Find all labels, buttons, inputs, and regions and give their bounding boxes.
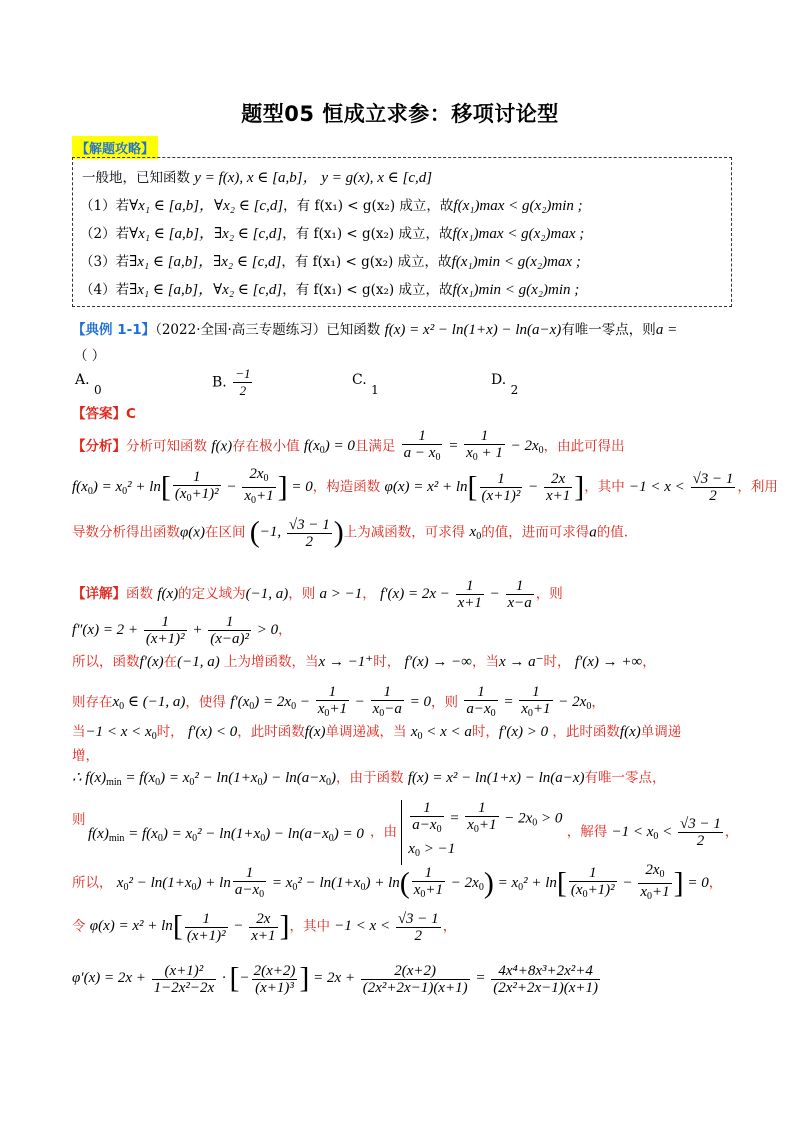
example-line: 【典例 1-1】（2022·全国·高三专题练习）已知函数 f(x) = x² − ln(1+x) − ln(a−x)有唯一零点，则a = — [72, 322, 678, 338]
detail-line-9: 令 φ(x) = x² + ln[ $\frac{1}{\text{(x+1)²}}$ − $\frac{2x}{x+1}$ ]，其中 −1 < x < $\frac{√3 - 1}{2}$ ， — [72, 910, 457, 944]
box-case-2: （2）若∀x₁ ∈ [a,b]，∃x₂ ∈ [c,d]，有 f(x₁) < g(x₂) 成立，故f(x₁)max < g(x₂)max ; — [80, 226, 585, 242]
strategy-tag: 【解题攻略】 — [72, 136, 158, 159]
detail-line-5b: 增， — [72, 748, 99, 764]
detail-line-2: f″(x) = 2 + $\frac{1}{\text{(x+1)²}}$ + $\frac{1}{\text{(x−a)²}}$ > 0， — [72, 614, 292, 647]
option-d: D. 2 — [491, 372, 519, 397]
option-a: A. 0 — [75, 372, 102, 397]
option-c: C. 1 — [352, 372, 379, 397]
detail-line-4: 则存在$x_0$ ∈ (−1, a)，使得 $f'(x_0) = 2x_0$ − $\frac{1}{x_0+1}$ − $\frac{1}{x_0-a}$ = 0，则 $\frac{1}{a-x_0}$ = $\frac{1}{x_0+1}$ − $2x_0$， — [72, 684, 605, 719]
example-paren: （ ） — [74, 348, 106, 364]
box-case-4: （4）若∃x₁ ∈ [a,b]，∀x₂ ∈ [c,d]，有 f(x₁) < g(x₂) 成立，故f(x₁)min < g(x₂)min ; — [80, 282, 580, 298]
box-intro-line: 一般地，已知函数 y = f(x), x ∈ [a,b]， y = g(x), x ∈ [c,d] — [82, 170, 433, 186]
detail-line-8: 所以， $x_0^2 - \ln(1+x_0) + \ln$ $\frac{1}{a-x_0}$ = $x_0^2 - \ln(1+x_0) + \ln$( $\frac{1}{x_0+1}$ − $2x_0) = x_0^2 + \ln$[ $\frac{1}{(x_0+1)^2}$ − $\frac{2x_0}{x_0+1}$ ] = 0， — [72, 862, 723, 902]
detail-line-3: 所以，函数f′(x)在(−1, a) 上为增函数，当x → −1⁺时， f′(x) → −∞，当x → a⁻时， f′(x) → +∞， — [72, 654, 656, 670]
detail-line-7-system: ，由 $\frac{1}{a-x_0}$ = $\frac{1}{x_0+1}$ − $2x_0 > 0$ $x_0 > -1$ ，解得 $-1 < x_0$ < $\frac{√3 - 1}{2}$ ， — [370, 800, 738, 865]
detail-line-5: 当$-1 < x < x_0$时， f′(x) < 0，此时函数f(x)单调递减，当 $x_0 < x < a$时，f′(x) > 0 ，此时函数f(x)单调递 — [72, 724, 682, 742]
detail-line-10: φ′(x) = 2x + $\frac{\text{(x+1)²}}{\text{1−2x²−2x}}$ · [− $\frac{2(x+2)}{\text{(x+1)³}}$ ] = 2x + $\frac{2(x+2)}{\text{(2x²+2x−1)(x+1)}}$ = $\frac{\text{4x⁴+8x³+2x²+4}}{\text{(2x²+2x−1)(x+1)}}$ — [72, 962, 599, 996]
analysis-line-1: 【分析】分析可知函数 f(x)存在极小值 $f(x_0) = 0$且满足 $\frac{1}{a - x_0}$ = $\frac{1}{x_0 + 1}$ − $2x_0$，由此可得出 — [72, 428, 625, 463]
box-case-1: （1）若∀x₁ ∈ [a,b]，∀x₂ ∈ [c,d]，有 f(x₁) < g(x₂) 成立，故f(x₁)max < g(x₂)min ; — [80, 198, 583, 214]
option-b-fraction: $\frac{-1}{2}$ — [235, 366, 251, 398]
analysis-line-3: 导数分析得出函数φ(x)在区间 (−1, $\frac{√3 - 1}{2}$ )上为减函数，可求得 $x_0$的值，进而可求得a的值. — [72, 516, 628, 550]
option-b: B. $\frac{-1}{2}$ — [212, 366, 251, 398]
detail-line-1: 【详解】函数 f(x)的定义域为(−1, a)，则 a > −1， f′(x) = 2x − $\frac{1}{x+1}$ − $\frac{1}{x-a}$ ，则 — [72, 578, 563, 611]
detail-line-7-eq: $f(x)_{min} = f(x_0) = x_0^2 - \ln(1+x_0) - \ln(a-x_0) = 0$ — [88, 826, 364, 844]
page-title: 题型05 恒成立求参：移项讨论型 — [241, 102, 559, 126]
detail-line-7: 则 — [72, 812, 86, 828]
answer-line: 【答案】C — [72, 406, 136, 422]
box-case-3: （3）若∃x₁ ∈ [a,b]，∃x₂ ∈ [c,d]，有 f(x₁) < g(x₂) 成立，故f(x₁)min < g(x₂)max ; — [80, 254, 581, 270]
analysis-line-2: $f(x_0) = x_0^2 + \ln$[ $\frac{1}{(x_0+1)^2}$ − $\frac{2x_0}{x_0+1}$ ] = 0，构造函数 φ(x) = x² + ln[ $\frac{1}{\text{(x+1)²}}$ − $\frac{2x}{x+1}$ ]，其中 −1 < x < $\frac{√3 - 1}{2}$ ，利用 — [72, 466, 778, 506]
detail-line-6: ∴ $f(x)_{min} = f(x_0) = x_0^2 - \ln(1+x_0) - \ln(a-x_0)$，由于函数 f(x) = x² − ln(1+x) − ln(a−x)有唯一零点， — [72, 770, 666, 788]
